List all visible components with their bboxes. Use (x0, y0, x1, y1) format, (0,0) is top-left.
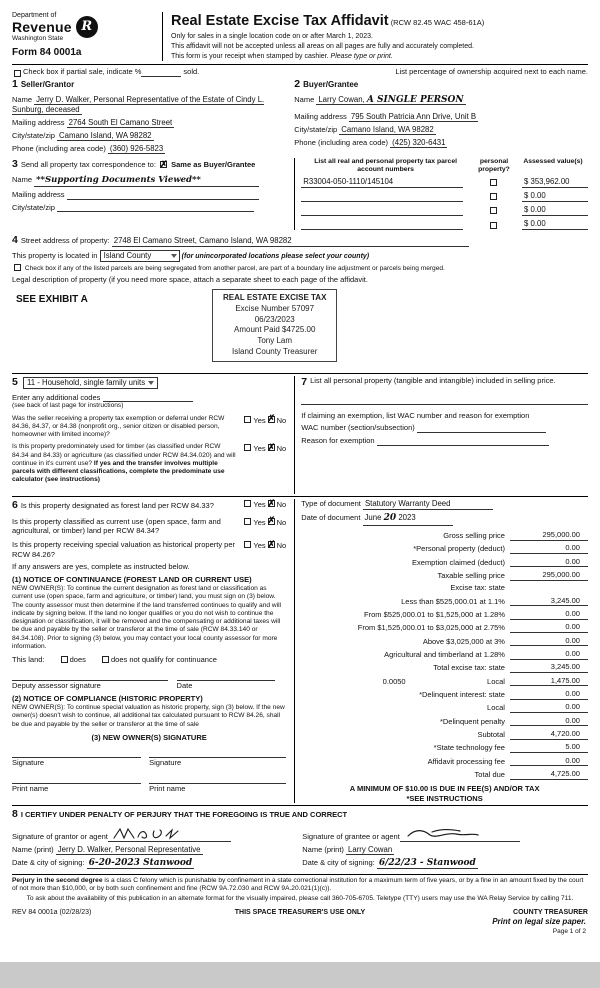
grantor-signature-block (12, 826, 294, 870)
current-use-no-checkbox[interactable] (268, 518, 275, 525)
exemption-claimed-value[interactable]: 0.00 (510, 557, 588, 568)
notice-compliance-body: NEW OWNER(S): To continue special valuation as historic property, sign (3) below. If the new owner(s) doesn't wish to continue, all additional tax calculated pursuant to RCW 84.26, shall be due and payable by the seller or transferor at the time of sale (12, 704, 285, 728)
notice-continuance-title: (1) NOTICE OF CONTINUANCE (FOREST LAND OR CURRENT USE) (12, 575, 252, 585)
tax-computation-panel (294, 499, 588, 803)
segregated-checkbox[interactable] (14, 264, 21, 271)
correspondence-parcel-row (12, 158, 588, 230)
page-number: Page 1 of 2 (552, 927, 586, 935)
stamp-excise-number: Excise Number 57097 (235, 303, 315, 313)
parcel-number-field[interactable] (301, 207, 463, 216)
tax-row-total-state: Total excise tax: state 3,245.00 (301, 662, 588, 673)
additional-codes-note: (see back of last page for instructions) (12, 402, 124, 410)
deputy-assessor-label: Deputy assessor signature (12, 680, 101, 690)
grantor-printname-label: Name (print) (12, 845, 54, 855)
timber-agriculture-question: Is this property predominately used for timber (as classified under RCW 84.34 and 84.33) or agriculture (as classified under RCW 84.34.020) and will continue in it's current use? If yes and the transfer involves multiple parcels with different classifications, complete the predominate use calculator (see instructions) (12, 443, 236, 484)
no-label: No (276, 517, 287, 527)
parcel-row (301, 191, 588, 202)
stamp-amount-paid: Amount Paid $4725.00 (234, 325, 316, 335)
grantee-signature-field[interactable] (400, 826, 520, 842)
wac-number-label: WAC number (section/subsection) (301, 423, 415, 433)
grantor-date-field[interactable]: 6-20-2023 Stanwood (88, 858, 193, 869)
print-name-label: Print name (12, 783, 49, 793)
personal-property-deduct-value[interactable]: 0.00 (510, 543, 588, 554)
excise-tax-stamp (212, 289, 337, 362)
taxable-selling-price-value[interactable]: 295,000.00 (510, 570, 588, 581)
affidavit-fee-value[interactable]: 0.00 (510, 756, 588, 767)
no-label: No (276, 541, 287, 551)
section-8-certification (12, 808, 588, 870)
agricultural-value[interactable]: 0.00 (510, 649, 588, 660)
section-7-personal-property (294, 376, 588, 494)
correspondence-mailing-field[interactable] (67, 191, 259, 200)
new-owner-printname-row (12, 774, 286, 794)
seller-phone-field[interactable]: (360) 926-5823 (109, 144, 164, 154)
exemption-deferral-question: Was the seller receiving a property tax exemption or deferral under RCW 84.36, 84.37, or 84.38 (nonprofit org., senior citizen or disabled person, homeowner with limited income)? (12, 414, 225, 439)
forest-yes-checkbox[interactable] (244, 500, 251, 507)
current-use-yes-checkbox[interactable] (244, 518, 251, 525)
section-6-continuance (12, 499, 294, 803)
personal-property-checkbox[interactable] (490, 179, 497, 186)
print-name-label: Print name (149, 783, 186, 793)
correspondence-name-label: Name (12, 174, 33, 184)
section-3-label: Send all property tax correspondence to: (20, 160, 156, 170)
signature-label: Signature (149, 758, 182, 768)
form-header (12, 12, 588, 61)
section-1-number: 1 (12, 77, 18, 90)
personal-property-field[interactable] (301, 396, 588, 405)
historic-no-checkbox[interactable] (268, 541, 275, 548)
partial-sale-label: Check box if partial sale, indicate % (23, 67, 142, 77)
grantor-signature-field[interactable] (108, 826, 231, 842)
stamp-treasurer-name: Tony Lam (257, 336, 293, 346)
dor-logo-block (12, 12, 162, 61)
seller-city-field[interactable]: Camano Island, WA 98282 (59, 130, 152, 140)
divider (12, 874, 588, 875)
partial-sale-checkbox[interactable] (14, 70, 21, 77)
sold-label: sold. (183, 67, 200, 77)
grantor-signature (110, 826, 190, 842)
title-block (162, 12, 588, 61)
legal-description-value: SEE EXHIBIT A (16, 294, 88, 306)
stamp-date: 06/23/2023 (254, 314, 295, 324)
rate-3-value[interactable]: 0.00 (510, 622, 588, 633)
buyer-city-field[interactable]: Camano Island, WA 98282 (341, 125, 434, 135)
signature-label: Signature (12, 758, 45, 768)
deputy-date-field[interactable] (177, 672, 276, 681)
dept-line1: Department of (12, 12, 57, 19)
yes-label: Yes (253, 500, 266, 510)
new-owner-printname-field-1[interactable] (12, 775, 141, 784)
same-as-buyer-label: Same as Buyer/Grantee (171, 160, 256, 170)
parcel-row (301, 177, 588, 188)
partial-sale-percent-field[interactable] (141, 68, 181, 77)
tax-row-delinquent-penalty: *Delinquent penalty 0.00 (301, 716, 588, 727)
document-date-label: Date of document (301, 513, 361, 523)
this-land-label: This land: (12, 655, 45, 665)
does-not-qualify-checkbox[interactable] (102, 656, 109, 663)
tax-row-affidavit-fee: Affidavit processing fee 0.00 (301, 756, 588, 767)
section-1-seller (12, 78, 294, 154)
grantor-printname-field[interactable]: Jerry D. Walker, Personal Representative (57, 845, 201, 855)
certify-statement: I CERTIFY UNDER PENALTY OF PERJURY THAT THE FOREGOING IS TRUE AND CORRECT (20, 810, 348, 820)
header-note-3: This form is your receipt when stamped by cashier. (171, 53, 329, 61)
street-address-label: Street address of property: (20, 236, 110, 246)
divider (12, 805, 588, 806)
yes-label: Yes (253, 541, 266, 551)
exemption-reason-label: Reason for exemption (301, 436, 375, 446)
forest-no-checkbox[interactable] (268, 500, 275, 507)
segregated-label: Check box if any of the listed parcels are being segregated from another parcel, are part of a boundary line adjustment or parcels being merged. (24, 265, 445, 273)
assessed-value-field[interactable]: $ 0.00 (522, 205, 588, 216)
parcel-table-header (301, 158, 588, 174)
deputy-assessor-row (12, 671, 286, 691)
wac-number-field[interactable] (417, 424, 546, 433)
q2-yes-checkbox[interactable] (244, 444, 251, 451)
dept-of-revenue-wordmark (12, 12, 72, 42)
rev-number: REV 84 0001a (02/28/23) (12, 908, 92, 916)
legal-size-note (492, 917, 586, 936)
additional-codes-label: Enter any additional codes (12, 392, 101, 402)
parcel-col3-header: Assessed value(s) (523, 158, 583, 166)
county-select[interactable]: Island County (100, 250, 180, 262)
stamp-title: REAL ESTATE EXCISE TAX (223, 293, 327, 303)
tax-row-gross: Gross selling price 295,000.00 (301, 530, 588, 541)
tax-row-rate-1: Less than $525,000.01 at 1.1% 3,245.00 (301, 596, 588, 607)
delinquent-penalty-value[interactable]: 0.00 (510, 716, 588, 727)
no-label: No (276, 415, 287, 425)
seller-name-label: Name (12, 94, 33, 104)
section-4-number: 4 (12, 234, 18, 247)
seller-buyer-row (12, 78, 588, 154)
section-3-correspondence (12, 158, 294, 230)
parcel-number-field[interactable] (301, 193, 463, 202)
tax-row-rate-4: Above $3,025,000 at 3% 0.00 (301, 636, 588, 647)
tax-row-total-due: Total due 4,725.00 (301, 769, 588, 780)
seller-mailing-field[interactable]: 2764 South El Camano Street (68, 117, 173, 127)
minimum-due-note: A MINIMUM OF $10.00 IS DUE IN FEE(S) AND/OR TAX (349, 783, 540, 793)
personal-property-checkbox[interactable] (490, 193, 497, 200)
print-legal-note: Print on legal size paper. (492, 917, 586, 927)
rate-1-value[interactable]: 3,245.00 (510, 596, 588, 607)
total-excise-state-value[interactable]: 3,245.00 (510, 662, 588, 673)
document-type-label: Type of document (301, 499, 361, 509)
total-due-value[interactable]: 4,725.00 (510, 769, 588, 780)
section-2-buyer (294, 78, 588, 154)
notice-compliance-title: (2) NOTICE OF COMPLIANCE (HISTORIC PROPERTY) (12, 694, 203, 704)
section-7-number: 7 (301, 376, 308, 389)
q2-no-checkbox[interactable] (268, 444, 275, 451)
grantor-date-label: Date & city of signing: (12, 858, 85, 868)
technology-fee-value[interactable]: 5.00 (510, 742, 588, 753)
new-owner-signature-title: (3) NEW OWNER(S) SIGNATURE (91, 732, 207, 742)
grantee-signature-block (294, 826, 588, 870)
divider (12, 64, 588, 65)
tax-row-excise-header: Excise tax: state (450, 583, 505, 593)
parcel-row (301, 205, 588, 216)
grantee-printname-field[interactable]: Larry Cowan (348, 845, 393, 855)
local-tax-value[interactable]: 1,475.00 (510, 676, 588, 687)
personal-property-checkbox[interactable] (490, 207, 497, 214)
buyer-name-label: Name (294, 94, 315, 104)
exemption-note: If claiming an exemption, list WAC number and reason for exemption (301, 410, 530, 420)
legal-description-area[interactable] (12, 287, 588, 371)
tax-row-technology-fee: *State technology fee 5.00 (301, 742, 588, 753)
seller-phone-label: Phone (including area code) (12, 144, 106, 154)
buyer-phone-field[interactable]: (425) 320-6431 (392, 138, 446, 148)
does-qualify-checkbox[interactable] (61, 656, 68, 663)
no-label: No (276, 500, 287, 510)
dept-line2: Revenue (12, 18, 72, 35)
buyer-city-label: City/state/zip (294, 125, 338, 135)
subtotal-value[interactable]: 4,720.00 (510, 729, 588, 740)
form-number: Form 84 0001a (12, 47, 82, 59)
q1-no-checkbox[interactable] (268, 416, 275, 423)
header-note-1: Only for sales in a single location code on or after March 1, 2023. (171, 32, 373, 40)
dor-logo-icon: R (76, 16, 98, 38)
tax-row-agricultural: Agricultural and timberland at 1.28% 0.00 (301, 649, 588, 660)
grantee-signature-label: Signature of grantee or agent (302, 832, 400, 842)
document-date-handwritten: 20 (383, 513, 397, 524)
parcel-table (294, 158, 588, 230)
section-5-use-code (12, 376, 294, 494)
deputy-assessor-signature-field[interactable] (12, 672, 168, 681)
county-treasurer-label: COUNTY TREASURER (513, 908, 588, 916)
notice-continuance-body: NEW OWNER(S): To continue the current designation as forest land or classification as current use (open space, farm and agriculture, or timber) land, you must sign on (3) below. The county assessor must then determine if the land transferred continues to qualify and will indicate by signing below. If the land no longer qualifies or you do not wish to continue the designation or classification, it will be removed and the compensating or additional taxes will be due and payable by the seller or transferor at the time of sale (RCW 84.33.140 or 84.34.108). Prior to signing (3) below, you may contact your local county assessor for more information. (12, 585, 282, 650)
date-label: Date (176, 680, 193, 690)
delinquent-interest-local-value[interactable]: 0.00 (510, 702, 588, 713)
rate-4-value[interactable]: 0.00 (510, 636, 588, 647)
correspondence-city-label: City/state/zip (12, 202, 55, 212)
buyer-name-handwritten: A SINGLE PERSON (366, 94, 464, 105)
local-label: Local (487, 676, 505, 686)
parcel-number-field[interactable] (301, 221, 463, 230)
document-type-field[interactable]: Statutory Warranty Deed (363, 499, 493, 510)
section-5-number: 5 (12, 376, 18, 389)
seller-name-field[interactable]: Jerry D. Walker, Personal Representative of the Estate of Cindy L. Sunburg, deceased (12, 94, 265, 114)
tax-row-personal-deduct: *Personal property (deduct) 0.00 (301, 543, 588, 554)
section-4-property (12, 234, 588, 371)
use-code-personal-property-row (12, 376, 588, 494)
delinquent-interest-state-value[interactable]: 0.00 (510, 689, 588, 700)
ownership-note: List percentage of ownership acquired next to each name. (395, 67, 588, 77)
located-in-label: This property is located in (12, 250, 98, 260)
perjury-notice: Perjury in the second degree is a class C felony which is punishable by confinement in a state correctional institution for a maximum term of five years, or by a fine in an amount fixed by the court of not more than $10,000, or by both such confinement and fine (RCW 9A.72.030 and RCW 9A.20.021(1)(c)). (12, 876, 584, 893)
header-note-2: This affidavit will not be accepted unless all areas on all pages are fully and accurately completed. (171, 42, 474, 50)
no-label: No (276, 444, 287, 454)
parcel-col2-header: personal property? (478, 158, 510, 173)
assessed-value-field[interactable]: $ 353,962.00 (522, 177, 588, 188)
treasurer-space-label: THIS SPACE TREASURER'S USE ONLY (234, 908, 366, 916)
tax-row-exemption: Exemption claimed (deduct) 0.00 (301, 557, 588, 568)
section-6-number: 6 (12, 499, 18, 512)
seller-mailing-label: Mailing address (12, 117, 65, 127)
supporting-docs-stamp: **Supporting Documents Viewed** (36, 174, 201, 185)
section-2-title: Buyer/Grantee (303, 79, 359, 89)
partial-sale-bar (12, 67, 588, 77)
land-use-code-select[interactable]: 11 - Household, single family units (23, 377, 158, 389)
grantee-date-field[interactable]: 6/22/23 - Stanwood (378, 858, 476, 869)
additional-codes-field[interactable] (103, 393, 193, 402)
section-2-number: 2 (294, 77, 301, 90)
continuance-tax-row (12, 499, 588, 803)
yes-label: Yes (253, 415, 266, 425)
local-rate-value: 0.0050 (382, 676, 406, 686)
assessed-value-field[interactable]: $ 0.00 (522, 219, 588, 230)
new-owner-signature-field-2[interactable] (149, 749, 286, 758)
section-3-number: 3 (12, 158, 18, 171)
assessed-value-field[interactable]: $ 0.00 (522, 191, 588, 202)
tax-row-delinquent-local: Local 0.00 (301, 702, 588, 713)
historic-property-question: Is this property receiving special valuation as historical property per RCW 84.26? (12, 540, 236, 559)
stamp-treasurer-title: Island County Treasurer (232, 347, 318, 356)
header-note-3-italic: Please type or print. (330, 53, 393, 61)
current-use-question: Is this property classified as current use (open space, farm and agricultural, or timber) land per RCW 84.34? (12, 516, 221, 536)
grantee-printname-label: Name (print) (302, 845, 344, 855)
tax-row-rate-3: From $1,525,000.01 to $3,025,000 at 2.75% 0.00 (301, 622, 588, 633)
rcw-reference: (RCW 82.45 WAC 458-61A) (390, 18, 485, 27)
parcel-row (301, 219, 588, 230)
rate-2-value[interactable]: 0.00 (510, 609, 588, 620)
grantee-date-label: Date & city of signing: (302, 858, 375, 868)
grantee-signature (402, 826, 482, 842)
gross-selling-price-value[interactable]: 295,000.00 (510, 530, 588, 541)
exemption-reason-field[interactable] (377, 437, 549, 446)
historic-yes-checkbox[interactable] (244, 541, 251, 548)
buyer-name-typed: Larry Cowan, (318, 94, 365, 104)
new-owner-printname-field-2[interactable] (149, 775, 286, 784)
section-1-title: Seller/Grantor (20, 79, 75, 89)
forest-land-question: Is this property designated as forest land per RCW 84.33? (20, 501, 214, 511)
county-note: (for unincorporated locations please select your county) (181, 252, 370, 260)
document-date-field[interactable]: June 20 2023 (363, 513, 453, 526)
personal-property-label: List all personal property (tangible and intangible) included in selling price. (310, 376, 556, 386)
see-instructions-note: *SEE INSTRUCTIONS (406, 793, 483, 803)
does-label: does (69, 655, 86, 665)
buyer-mailing-field[interactable]: 795 South Patricia Ann Drive, Unit B (350, 112, 477, 122)
yes-label: Yes (253, 444, 266, 454)
does-not-label: does not qualify for continuance (110, 655, 217, 665)
parcel-col1-header: List all real and personal property tax parcel account numbers (314, 158, 457, 173)
street-address-field[interactable]: 2748 El Camano Street, Camano Island, WA 98282 (112, 236, 469, 247)
tax-row-subtotal: Subtotal 4,720.00 (301, 729, 588, 740)
dept-line3: Washington State (12, 35, 64, 43)
buyer-phone-label: Phone (including area code) (294, 138, 389, 148)
tax-row-delinquent-interest: *Delinquent interest: state 0.00 (301, 689, 588, 700)
tax-row-rate-2: From $525,000.01 to $1,525,000 at 1.28% 0.00 (301, 609, 588, 620)
divider (12, 373, 588, 374)
divider (12, 496, 588, 497)
q1-yes-checkbox[interactable] (244, 416, 251, 423)
correspondence-city-field[interactable] (57, 203, 254, 212)
same-as-buyer-checkbox[interactable] (160, 161, 167, 168)
new-owner-signature-field-1[interactable] (12, 749, 141, 758)
buyer-name-field[interactable] (316, 95, 465, 105)
seller-city-label: City/state/zip (12, 130, 55, 140)
new-owner-signature-row (12, 748, 286, 768)
personal-property-checkbox[interactable] (490, 222, 497, 229)
alt-format-notice: To ask about the availability of this publication in an alternate format for the visually impaired, please call 360-705-6705. Teletype (TTY) users may use the WA Relay Service by calling 711. (26, 895, 574, 903)
section-8-number: 8 (12, 808, 18, 821)
parcel-number-field[interactable]: R33004-050-1110/145104 (301, 177, 463, 188)
buyer-mailing-label: Mailing address (294, 112, 347, 122)
yes-label: Yes (253, 517, 266, 527)
grantor-signature-label: Signature of grantor or agent (12, 832, 108, 842)
page-title: Real Estate Excise Tax Affidavit (171, 13, 389, 29)
if-yes-note: If any answers are yes, complete as instructed below. (12, 561, 190, 571)
tax-row-local (301, 676, 588, 687)
legal-description-label: Legal description of property (if you need more space, attach a separate sheet to each page of the affidavit. (12, 275, 368, 285)
correspondence-mailing-label: Mailing address (12, 189, 65, 199)
footer-bar (12, 908, 588, 917)
tax-row-taxable: Taxable selling price 295,000.00 (301, 570, 588, 581)
